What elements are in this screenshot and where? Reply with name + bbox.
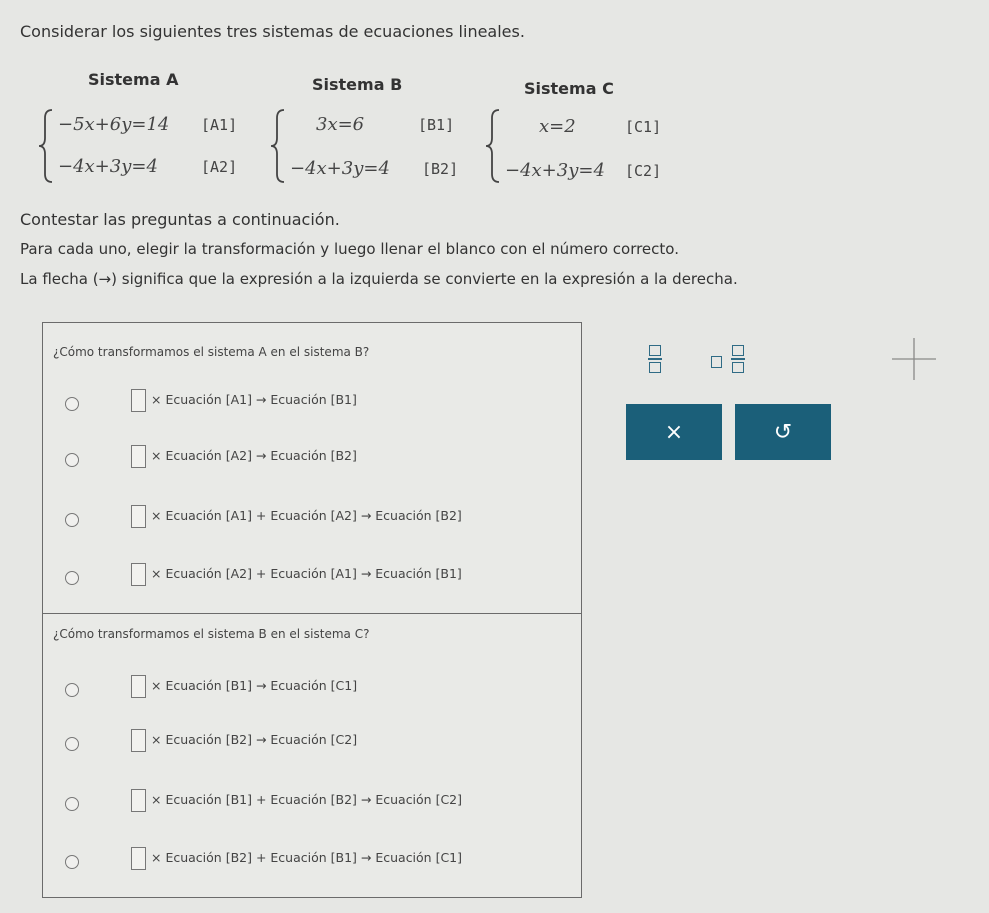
option-text: × Ecuación [A2] → Ecuación [B2] [151, 448, 357, 463]
system-c-title: Sistema C [524, 79, 614, 98]
question-2-option-1 [43, 675, 581, 705]
option-text: × Ecuación [A1] → Ecuación [B1] [151, 392, 357, 407]
question-panel [42, 322, 582, 898]
tag-c1: [C1] [625, 118, 662, 136]
intro-text: Considerar los siguientes tres sistemas de ecuaciones lineales. [20, 22, 525, 41]
instruction-line-2: Para cada uno, elegir la transformación y luego llenar el blanco con el número correcto. [20, 240, 679, 258]
brace-icon [36, 106, 56, 186]
clear-button[interactable] [626, 404, 722, 460]
tag-b2: [B2] [422, 160, 459, 178]
question-1-option-2 [43, 445, 581, 475]
radio-button[interactable] [65, 571, 79, 585]
answer-blank[interactable] [131, 847, 146, 870]
tag-a2: [A2] [201, 158, 238, 176]
option-text: × Ecuación [B2] + Ecuación [B1] → Ecuación [C1] [151, 850, 463, 865]
question-2-option-3 [43, 789, 581, 819]
system-b [268, 106, 478, 186]
question-2-prompt: ¿Cómo transformamos el sistema B en el sistema C? [53, 627, 370, 641]
option-text: × Ecuación [B1] + Ecuación [B2] → Ecuación [C2] [151, 792, 463, 807]
tag-c2: [C2] [625, 162, 662, 180]
brace-icon [268, 106, 288, 186]
equation-c1: x=2 [539, 116, 576, 137]
radio-button[interactable] [65, 683, 79, 697]
cursor-icon [890, 336, 938, 382]
answer-blank[interactable] [131, 505, 146, 528]
question-1-prompt: ¿Cómo transformamos el sistema A en el sistema B? [53, 345, 370, 359]
option-text: × Ecuación [A2] + Ecuación [A1] → Ecuación [B1] [151, 566, 462, 581]
option-text: × Ecuación [A1] + Ecuación [A2] → Ecuación [B2] [151, 508, 462, 523]
tag-a1: [A1] [201, 116, 238, 134]
tag-b1: [B1] [418, 116, 455, 134]
radio-button[interactable] [65, 453, 79, 467]
mixed-number-icon[interactable] [711, 345, 751, 379]
option-text: × Ecuación [B1] → Ecuación [C1] [151, 678, 358, 693]
answer-blank[interactable] [131, 445, 146, 468]
option-text: × Ecuación [B2] → Ecuación [C2] [151, 732, 358, 747]
answer-blank[interactable] [131, 729, 146, 752]
system-c [483, 106, 683, 186]
question-1-option-1 [43, 389, 581, 419]
instruction-line-1: Contestar las preguntas a continuación. [20, 210, 340, 229]
answer-blank[interactable] [131, 563, 146, 586]
answer-blank[interactable] [131, 675, 146, 698]
instruction-line-3: La flecha (→) significa que la expresión a la izquierda se convierte en la expresión a la derecha. [20, 270, 738, 288]
equation-a1: −5x+6y=14 [58, 114, 170, 135]
system-b-title: Sistema B [312, 75, 403, 94]
answer-blank[interactable] [131, 389, 146, 412]
system-a-title: Sistema A [88, 70, 179, 89]
fraction-icon[interactable] [648, 345, 662, 373]
system-a [36, 106, 266, 186]
question-1-option-3 [43, 505, 581, 535]
question-2-option-4 [43, 847, 581, 877]
equation-b1: 3x=6 [316, 114, 365, 135]
radio-button[interactable] [65, 397, 79, 411]
clear-icon: × [664, 419, 684, 445]
undo-button[interactable] [735, 404, 831, 460]
question-divider [43, 613, 581, 614]
brace-icon [483, 106, 503, 186]
radio-button[interactable] [65, 513, 79, 527]
equation-b2: −4x+3y=4 [290, 158, 390, 179]
radio-button[interactable] [65, 797, 79, 811]
equation-c2: −4x+3y=4 [505, 160, 605, 181]
radio-button[interactable] [65, 855, 79, 869]
question-1-option-4 [43, 563, 581, 593]
question-2-option-2 [43, 729, 581, 759]
radio-button[interactable] [65, 737, 79, 751]
undo-icon: ↺ [773, 419, 793, 445]
answer-blank[interactable] [131, 789, 146, 812]
equation-a2: −4x+3y=4 [58, 156, 158, 177]
